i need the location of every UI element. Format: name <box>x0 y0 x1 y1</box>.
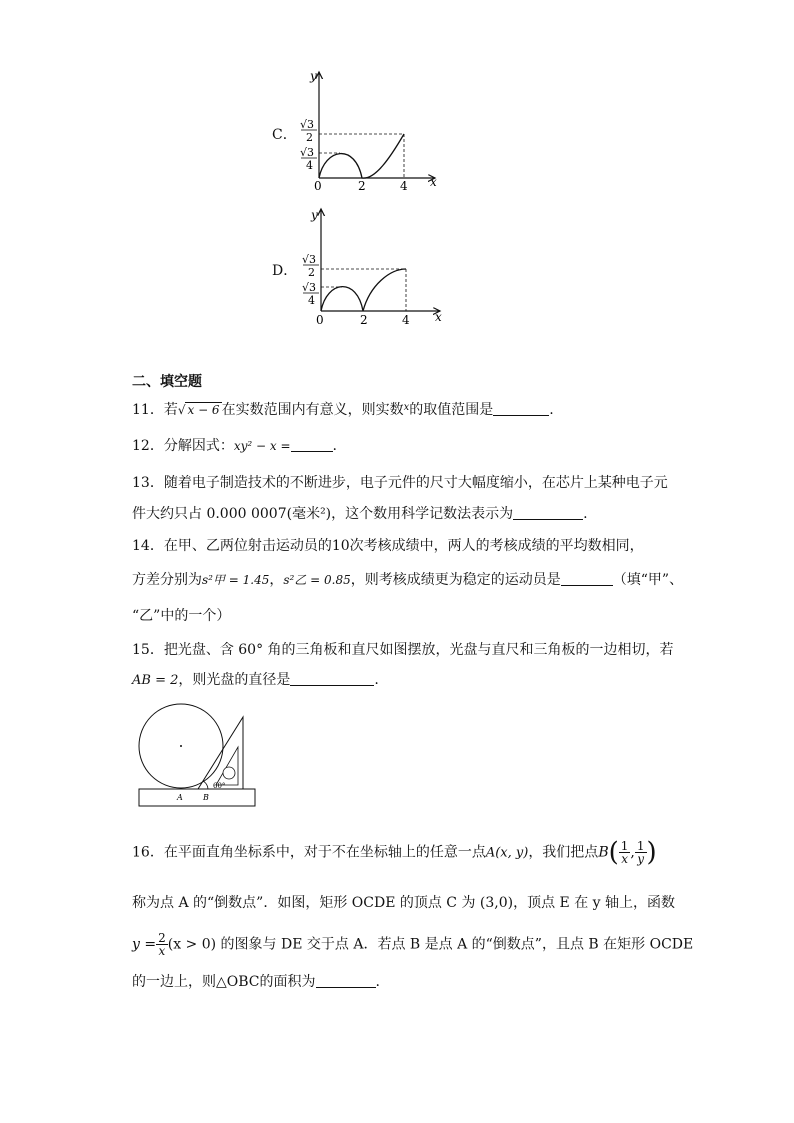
question-13-line-2 <box>132 504 588 524</box>
option-d-label: D． <box>272 263 298 279</box>
q16-frac-1y: $\frac{1}{y}$ <box>636 839 645 866</box>
q16-frac-2x: $\frac{2}{x}$ <box>158 931 166 958</box>
option-c-label: C． <box>272 127 297 143</box>
question-14-line-2 <box>132 570 683 590</box>
q16-line3-b: (x > 0) 的图象与 DE 交于点 A．若点 B 是点 A 的“倒数点”，且点 B 在矩形 OCDE <box>167 936 694 953</box>
q11-mid: 在实数范围内有意义，则实数 <box>221 402 404 418</box>
x-axis-label: x <box>430 175 437 189</box>
q15-answer-blank[interactable] <box>290 671 374 686</box>
q15-tail: . <box>374 672 379 688</box>
q16-frac-close: ) <box>646 837 657 868</box>
x-axis-label: x <box>435 310 442 324</box>
tick-sqrt3-2-num: √3 <box>300 118 315 131</box>
x-tick-4: 4 <box>402 313 410 327</box>
x-tick-0: 0 <box>316 313 324 327</box>
q12-tail: . <box>332 438 337 454</box>
question-15-line-2 <box>132 670 379 691</box>
q11-num: 11．若 <box>132 402 178 418</box>
y-axis-label: y <box>311 208 318 222</box>
q14-answer-blank[interactable] <box>561 571 613 586</box>
question-16-line-1 <box>132 837 657 868</box>
question-16-line-3 <box>132 932 693 957</box>
y-axis-label: y <box>310 69 317 83</box>
section-title: 二、填空题 <box>132 374 202 390</box>
q12-num: 12．分解因式： <box>132 438 234 454</box>
q16-answer-blank[interactable] <box>316 973 376 988</box>
label-a: A <box>177 793 183 802</box>
question-12 <box>132 436 337 456</box>
q11-tail: . <box>549 402 554 418</box>
q15-ab: AB = 2 <box>132 673 179 688</box>
q16-tail: . <box>375 974 380 990</box>
x-tick-4: 4 <box>400 179 408 193</box>
curve-d <box>321 269 406 311</box>
q11-end: 的取值范围是 <box>409 402 494 418</box>
x-tick-2: 2 <box>360 313 368 327</box>
label-b: B <box>203 793 209 802</box>
ruler <box>139 789 255 806</box>
q12-answer-blank[interactable] <box>291 437 333 452</box>
q14-line2-a: 方差分别为 <box>132 572 202 588</box>
question-16-line-4 <box>132 972 380 992</box>
tick-sqrt3-2-den: 2 <box>308 266 315 279</box>
q13-line2: 件大约只占 0.000 0007(毫米²)，这个数用科学记数法表示为 <box>132 506 514 522</box>
q12-expr: xy² − x = <box>233 439 291 453</box>
x-tick-2: 2 <box>358 179 366 193</box>
question-14-line-1: 14．在甲、乙两位射击运动员的10次考核成绩中，两人的考核成绩的平均数相同， <box>132 538 644 554</box>
label-angle: 60° <box>213 782 226 790</box>
tick-sqrt3-4-num: √3 <box>302 281 317 294</box>
q11-var: x <box>403 402 410 413</box>
x-tick-0: 0 <box>314 179 322 193</box>
question-15-line-1: 15．把光盘、含 60° 角的三角板和直尺如图摆放，光盘与直尺和三角板的一边相切，若 <box>132 642 674 658</box>
q14-line2-b: ，则考核成绩更为稳定的运动员是 <box>350 572 561 588</box>
q13-answer-blank[interactable] <box>513 505 583 520</box>
q14-sep: ， <box>269 572 284 588</box>
q16-frac-open: ( <box>608 837 619 868</box>
q16-point-a: A(x, y) <box>485 845 529 861</box>
q11-radical: √ x − 6 <box>177 403 220 417</box>
q16-line1-a: 16．在平面直角坐标系中，对于不在坐标轴上的任意一点 <box>132 844 486 861</box>
q16-y-eq: y = <box>132 936 157 953</box>
curve-c <box>319 134 404 178</box>
tick-sqrt3-2-den: 2 <box>306 131 313 144</box>
question-13-line-1: 13．随着电子制造技术的不断进步，电子元件的尺寸大幅度缩小，在芯片上某种电子元 <box>132 475 668 491</box>
disc-center <box>180 745 182 747</box>
tick-sqrt3-4-den: 4 <box>306 159 313 172</box>
q14-line2-c: （填“甲”、 <box>612 572 684 588</box>
q16-comma: , <box>630 844 635 861</box>
q16-frac-1x: $\frac{1}{x}$ <box>620 839 629 866</box>
q16-line1-b: ，我们把点 <box>528 844 599 861</box>
tick-sqrt3-4-den: 4 <box>308 294 315 307</box>
q15-figure <box>136 700 260 810</box>
q11-answer-blank[interactable] <box>493 401 549 416</box>
q15-line2-b: ，则光盘的直径是 <box>178 672 291 688</box>
set-square-hole <box>223 767 235 779</box>
question-11 <box>132 398 554 420</box>
q14-s-yi: s²乙 = 0.85 <box>283 573 351 587</box>
q16-line4: 的一边上，则△OBC的面积为 <box>132 974 316 990</box>
angle-arc <box>203 781 208 789</box>
question-16-line-2: 称为点 A 的“倒数点”．如图，矩形 OCDE 的顶点 C 为 (3,0)，顶点 E 在 y 轴上，函数 <box>132 895 676 911</box>
q16-point-b: B <box>598 844 609 861</box>
tick-sqrt3-2-num: √3 <box>302 253 317 266</box>
tick-sqrt3-4-num: √3 <box>300 146 315 159</box>
graph-c <box>290 68 450 193</box>
q14-s-jia: s²甲 = 1.45 <box>202 573 270 587</box>
graph-d <box>290 205 450 330</box>
q13-tail: . <box>583 506 588 522</box>
question-14-line-3: “乙”中的一个） <box>132 608 231 624</box>
